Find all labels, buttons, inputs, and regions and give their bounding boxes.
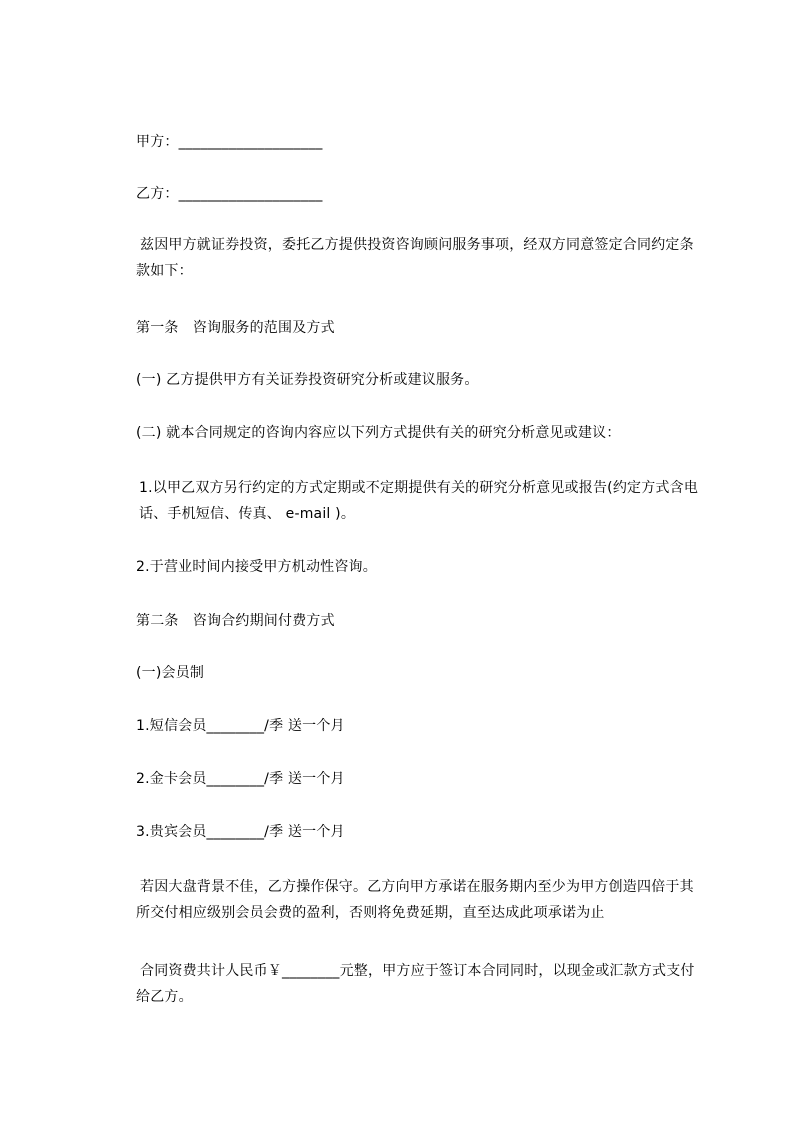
intro-paragraph: 兹因甲方就证券投资，委托乙方提供投资咨询顾问服务事项，经双方同意签定合同约定条款如下： xyxy=(136,237,694,279)
party-b-line: 乙方：____________________ xyxy=(136,186,323,202)
article-1-sub-1: 1.以甲乙双方另行约定的方式定期或不定期提供有关的研究分析意见或报告(约定方式含电话、手机短信、传真、 e-mail )。 xyxy=(139,480,699,522)
article-1-sub-2: 2.于营业时间内接受甲方机动性咨询。 xyxy=(136,559,377,575)
article-1-title: 第一条 咨询服务的范围及方式 xyxy=(136,320,335,336)
article-2-title: 第二条 咨询合约期间付费方式 xyxy=(136,613,335,629)
article-2-item-1: (一)会员制 xyxy=(136,665,205,681)
member-tier-3: 3.贵宾会员________/季 送一个月 xyxy=(136,824,345,840)
member-tier-1: 1.短信会员________/季 送一个月 xyxy=(136,718,345,734)
member-tier-2: 2.金卡会员________/季 送一个月 xyxy=(136,771,345,787)
party-a-line: 甲方：____________________ xyxy=(136,134,323,150)
article-1-item-1: (一) 乙方提供甲方有关证券投资研究分析或建议服务。 xyxy=(136,372,479,388)
fee-paragraph: 合同资费共计人民币￥________元整，甲方应于签订本合同同时，以现金或汇款方式支付给乙方。 xyxy=(136,963,695,1005)
guarantee-paragraph: 若因大盘背景不佳，乙方操作保守。乙方向甲方承诺在服务期内至少为甲方创造四倍于其所交付相应级别会员会费的盈利，否则将免费延期，直至达成此项承诺为止 xyxy=(136,879,694,921)
article-1-item-2: (二) 就本合同规定的咨询内容应以下列方式提供有关的研究分析意见或建议： xyxy=(136,425,621,441)
